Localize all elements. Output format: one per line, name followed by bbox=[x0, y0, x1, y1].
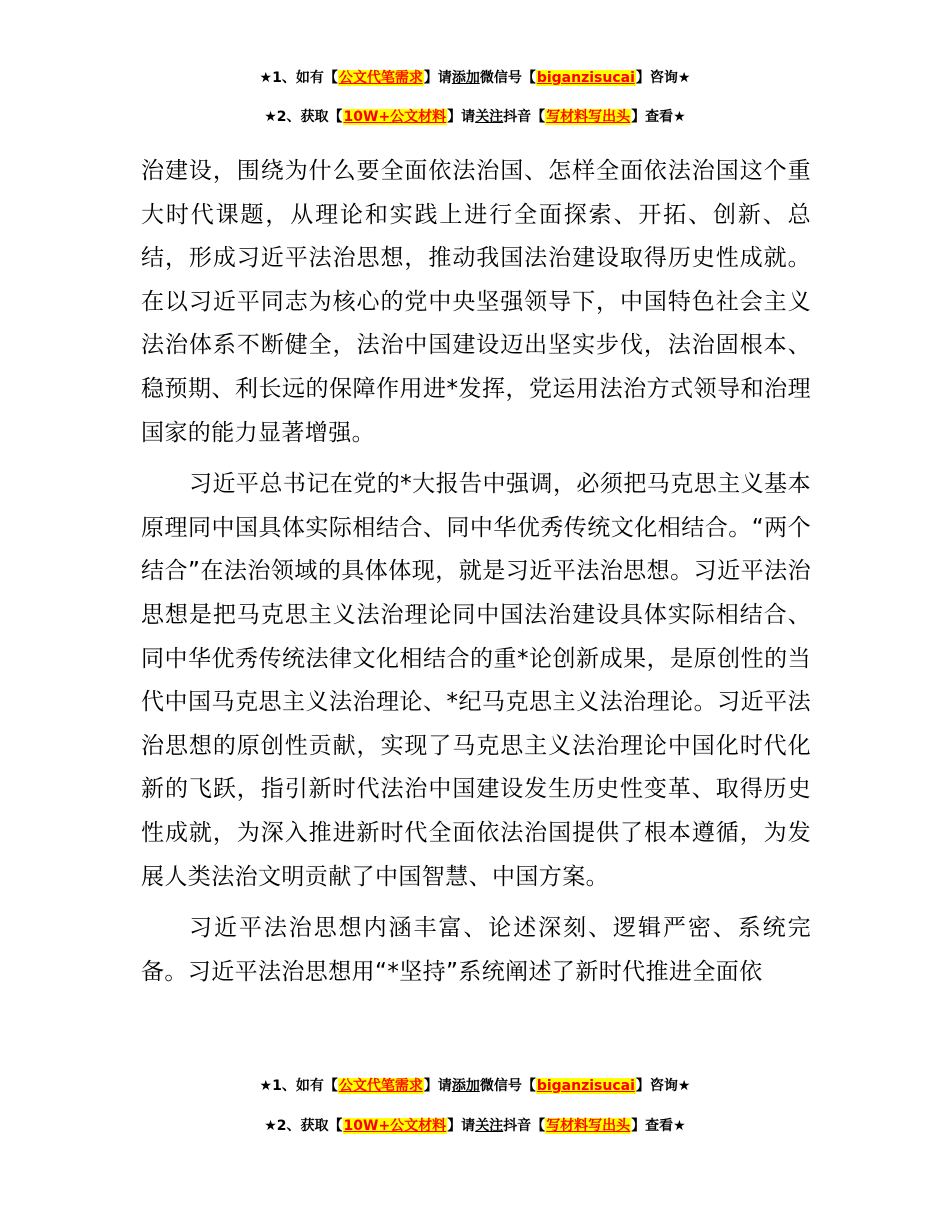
promo-text: 】请 bbox=[423, 1078, 452, 1094]
document-body bbox=[141, 150, 811, 994]
header-promo-line-2 bbox=[0, 107, 950, 127]
header-promo-line-1 bbox=[0, 68, 950, 88]
promo-text: 抖音【 bbox=[503, 109, 546, 125]
promo-underlined-text: 关注 bbox=[475, 109, 504, 125]
promo-highlight-douyin-account: 写材料写出头 bbox=[546, 109, 631, 125]
promo-prefix: ★2、获取【 bbox=[264, 1118, 343, 1134]
promo-prefix: ★1、如有【 bbox=[259, 70, 338, 86]
promo-highlight-service: 公文代笔需求 bbox=[338, 70, 423, 86]
promo-text: 微信号【 bbox=[479, 70, 536, 86]
promo-underlined-text: 关注 bbox=[475, 1118, 504, 1134]
promo-text: 】请 bbox=[447, 1118, 476, 1134]
promo-highlight-materials: 10W+公文材料 bbox=[343, 1118, 447, 1134]
promo-underlined-text: 添加 bbox=[451, 70, 480, 86]
promo-prefix: ★2、获取【 bbox=[264, 109, 343, 125]
promo-highlight-wechat-id: biganzisucai bbox=[536, 70, 635, 86]
footer-promo-line-1 bbox=[0, 1076, 950, 1096]
footer-promo-line-2 bbox=[0, 1116, 950, 1136]
promo-highlight-materials: 10W+公文材料 bbox=[343, 109, 447, 125]
promo-text: 】请 bbox=[423, 70, 452, 86]
promo-underlined-text: 添加 bbox=[451, 1078, 480, 1094]
promo-text: 】请 bbox=[447, 109, 476, 125]
promo-suffix: 】查看★ bbox=[631, 109, 686, 125]
promo-suffix: 】查看★ bbox=[631, 1118, 686, 1134]
promo-text: 微信号【 bbox=[479, 1078, 536, 1094]
promo-highlight-douyin-account: 写材料写出头 bbox=[546, 1118, 631, 1134]
promo-highlight-wechat-id: biganzisucai bbox=[536, 1078, 635, 1094]
promo-suffix: 】咨询★ bbox=[635, 1078, 691, 1094]
paragraph-3: 习近平法治思想内涵丰富、论述深刻、逻辑严密、系统完备。习近平法治思想用“*坚持”系统阐述了新时代推进全面依 bbox=[141, 915, 811, 985]
promo-text: 抖音【 bbox=[503, 1118, 546, 1134]
paragraph-2: 习近平总书记在党的*大报告中强调，必须把马克思主义基本原理同中国具体实际相结合、同中华优秀传统文化相结合。“两个结合”在法治领域的具体体现，就是习近平法治思想。习近平法治思想是把马克思主义法治理论同中国法治建设具体实际相结合、同中华优秀传统法律文化相结合的重*论创新成果，是原创性的当代中国马克思主义法治理论、*纪马克思主义法治理论。习近平法治思想的原创性贡献，实现了马克思主义法治理论中国化时代化新的飞跃，指引新时代法治中国建设发生历史性变革、取得历史性成就，为深入推进新时代全面依法治国提供了根本遵循，为发展人类法治文明贡献了中国智慧、中国方案。 bbox=[141, 471, 811, 890]
promo-prefix: ★1、如有【 bbox=[259, 1078, 338, 1094]
promo-highlight-service: 公文代笔需求 bbox=[338, 1078, 423, 1094]
promo-suffix: 】咨询★ bbox=[635, 70, 691, 86]
paragraph-1: 治建设，围绕为什么要全面依法治国、怎样全面依法治国这个重大时代课题，从理论和实践上进行全面探索、开拓、创新、总结，形成习近平法治思想，推动我国法治建设取得历史性成就。在以习近平同志为核心的党中央坚强领导下，中国特色社会主义法治体系不断健全，法治中国建设迈出坚实步伐，法治固根本、稳预期、利长远的保障作用进*发挥，党运用法治方式领导和治理国家的能力显著增强。 bbox=[141, 158, 811, 446]
